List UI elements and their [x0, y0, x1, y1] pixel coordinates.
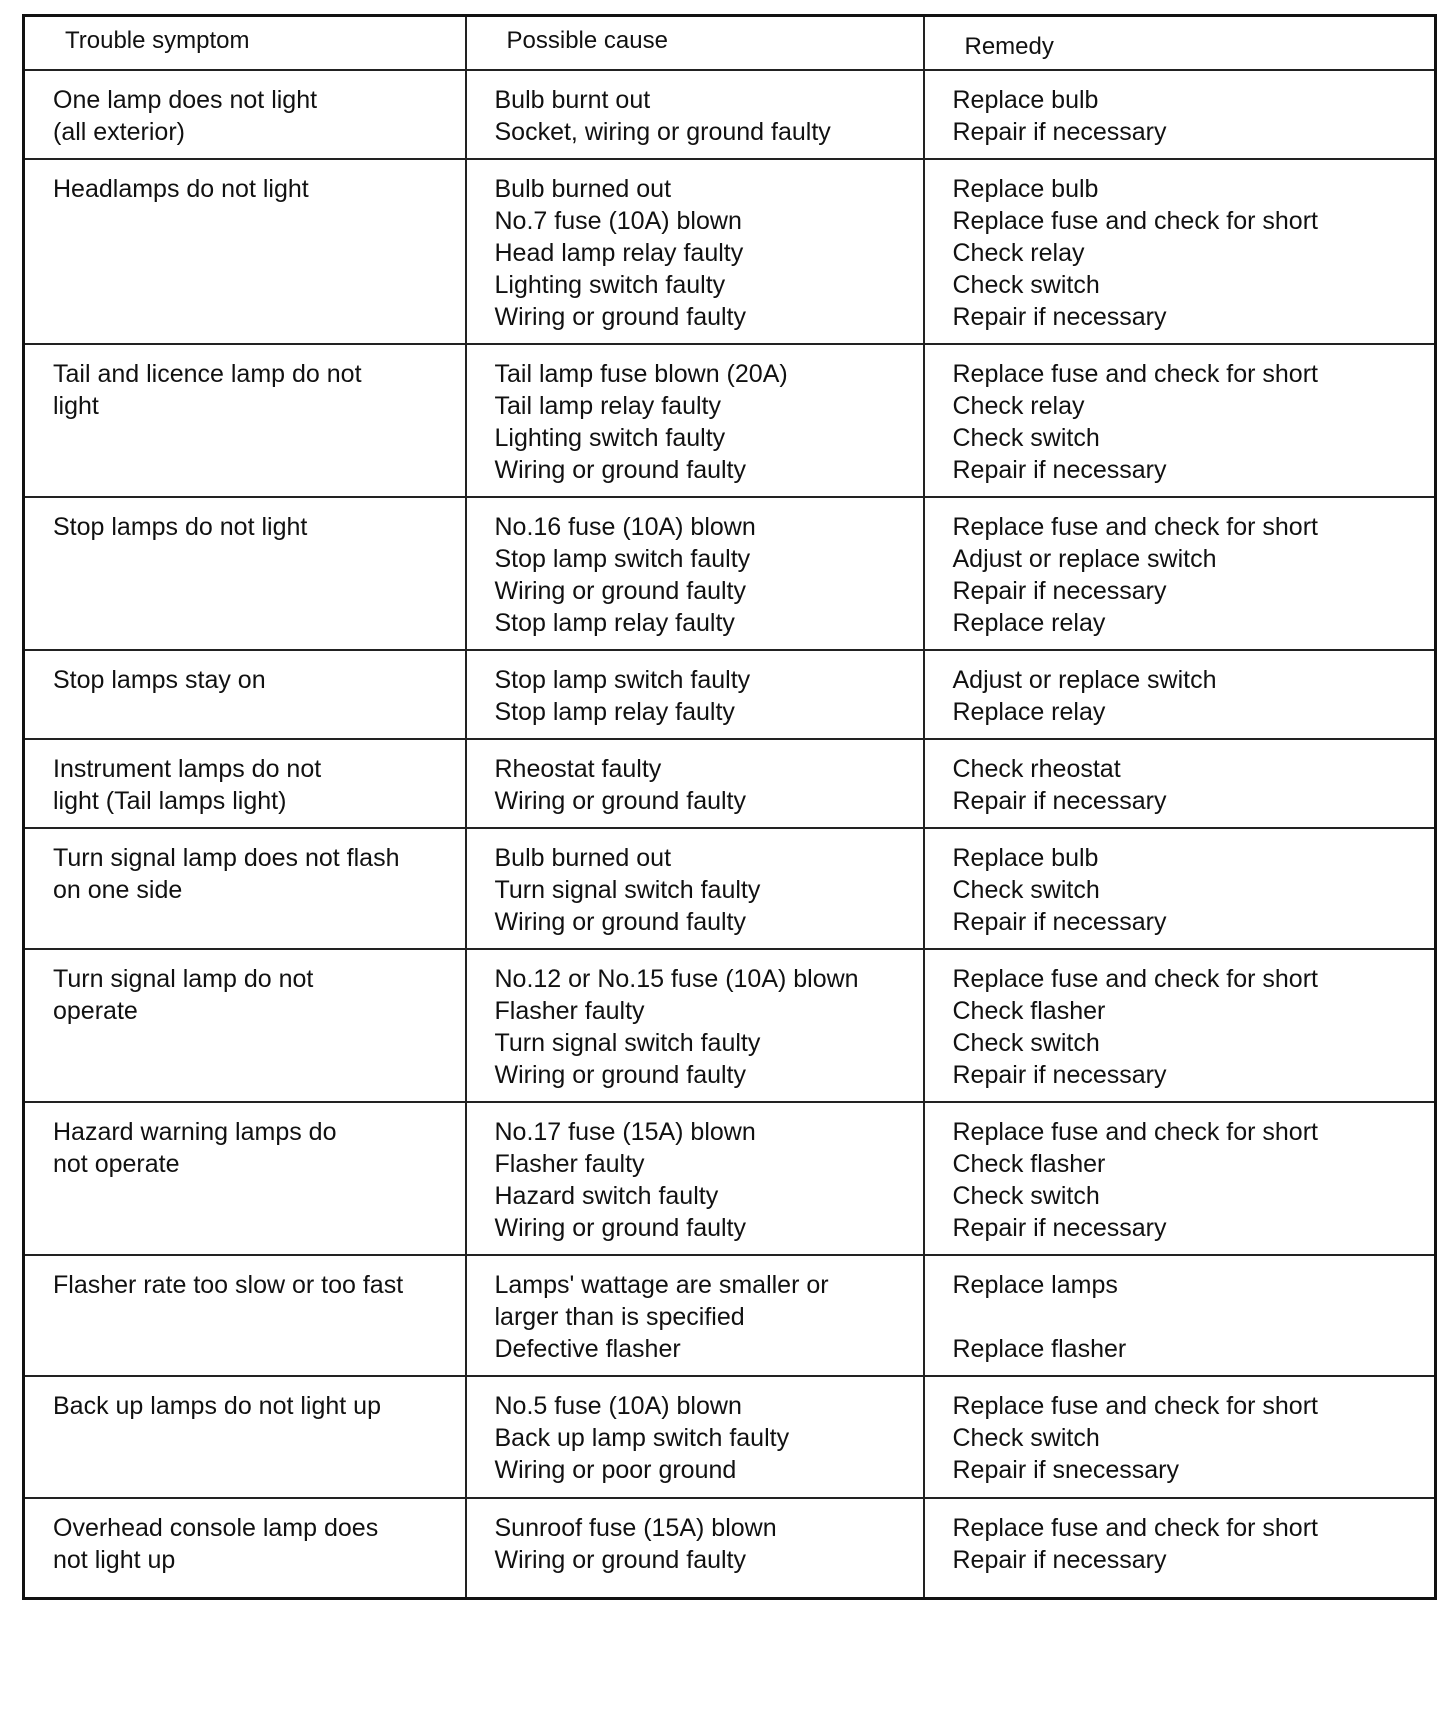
remedy-line: Repair if necessary: [952, 577, 1167, 605]
cause-line: Wiring or ground faulty: [494, 303, 747, 331]
remedy-cell: [924, 1102, 1436, 1255]
remedy-cell: [924, 1498, 1436, 1598]
symptom-cell: [24, 1102, 466, 1255]
symptom-line: Stop lamps stay on: [53, 666, 266, 694]
remedy-line: Check switch: [952, 1424, 1100, 1452]
table-row: [24, 1102, 1436, 1255]
cause-line: Tail lamp fuse blown (20A): [494, 360, 788, 388]
symptom-cell: [24, 739, 466, 828]
remedy-line: Repair if necessary: [952, 303, 1167, 331]
cause-line: Stop lamp switch faulty: [494, 545, 751, 573]
cause-line: Stop lamp relay faulty: [494, 609, 735, 637]
remedy-line: Repair if snecessary: [952, 1456, 1179, 1484]
cause-line: No.12 or No.15 fuse (10A) blown: [494, 965, 859, 993]
symptom-line: Headlamps do not light: [53, 175, 309, 203]
header-remedy: Remedy: [924, 16, 1436, 71]
symptom-cell: [24, 1255, 466, 1376]
cause-cell: [466, 1498, 924, 1598]
symptom-cell: [24, 949, 466, 1102]
symptom-line: Hazard warning lamps do: [53, 1118, 337, 1146]
cause-line: Wiring or poor ground: [494, 1456, 737, 1484]
remedy-line: Check flasher: [952, 997, 1106, 1025]
cause-line: Back up lamp switch faulty: [494, 1424, 790, 1452]
remedy-line: Check relay: [952, 239, 1085, 267]
symptom-line: on one side: [53, 876, 183, 904]
symptom-line: not operate: [53, 1150, 180, 1178]
cause-line: Flasher faulty: [494, 1150, 645, 1178]
cause-cell: [466, 497, 924, 650]
table-header-row: [24, 16, 1436, 71]
symptom-cell: [24, 159, 466, 344]
remedy-line: Replace fuse and check for short: [952, 207, 1318, 235]
symptom-cell: [24, 344, 466, 497]
symptom-line: light (Tail lamps light): [53, 787, 287, 815]
cause-cell: [466, 650, 924, 739]
cause-line: Lighting switch faulty: [494, 424, 726, 452]
cause-line: No.7 fuse (10A) blown: [494, 207, 742, 235]
table-row: [24, 828, 1436, 949]
cause-line: Wiring or ground faulty: [494, 908, 747, 936]
cause-line: Lamps' wattage are smaller or: [494, 1271, 829, 1299]
remedy-cell: [924, 828, 1436, 949]
remedy-line: Repair if necessary: [952, 1546, 1167, 1574]
cause-line: Sunroof fuse (15A) blown: [494, 1514, 777, 1542]
symptom-line: Tail and licence lamp do not: [53, 360, 362, 388]
remedy-line: Replace relay: [952, 698, 1106, 726]
cause-line: Stop lamp relay faulty: [494, 698, 735, 726]
cause-line: Wiring or ground faulty: [494, 787, 747, 815]
remedy-cell: [924, 70, 1436, 159]
remedy-cell: [924, 1376, 1436, 1498]
symptom-cell: [24, 497, 466, 650]
cause-cell: [466, 828, 924, 949]
remedy-line: Replace fuse and check for short: [952, 1118, 1318, 1146]
cause-cell: [466, 70, 924, 159]
remedy-line: Replace lamps: [952, 1271, 1118, 1299]
table-row: [24, 1376, 1436, 1498]
cause-cell: [466, 949, 924, 1102]
remedy-line: Adjust or replace switch: [952, 666, 1217, 694]
remedy-cell: [924, 1255, 1436, 1376]
cause-line: Head lamp relay faulty: [494, 239, 744, 267]
remedy-cell: [924, 739, 1436, 828]
remedy-line: [953, 1301, 1417, 1333]
table-row: [24, 949, 1436, 1102]
table-row: [24, 1498, 1436, 1598]
remedy-line: Replace bulb: [952, 844, 1099, 872]
remedy-line: Repair if necessary: [952, 456, 1167, 484]
cause-line: Turn signal switch faulty: [494, 1029, 761, 1057]
cause-cell: [466, 739, 924, 828]
symptom-cell: [24, 1376, 466, 1498]
cause-line: Tail lamp relay faulty: [494, 392, 721, 420]
cause-line: larger than is specified: [494, 1303, 745, 1331]
cause-line: Stop lamp switch faulty: [494, 666, 751, 694]
remedy-line: Repair if necessary: [952, 1061, 1167, 1089]
cause-line: Wiring or ground faulty: [494, 577, 747, 605]
table-row: [24, 739, 1436, 828]
cause-line: Socket, wiring or ground faulty: [494, 118, 831, 146]
symptom-line: not light up: [53, 1546, 176, 1574]
remedy-line: Replace fuse and check for short: [952, 1514, 1318, 1542]
header-possible-cause: Possible cause: [466, 16, 924, 71]
symptom-line: operate: [53, 997, 138, 1025]
remedy-cell: [924, 949, 1436, 1102]
cause-line: Rheostat faulty: [494, 755, 662, 783]
table-row: [24, 650, 1436, 739]
remedy-line: Repair if necessary: [952, 118, 1167, 146]
symptom-line: Turn signal lamp do not: [53, 965, 314, 993]
cause-line: No.17 fuse (15A) blown: [494, 1118, 756, 1146]
troubleshooting-table: [22, 14, 1437, 1600]
remedy-cell: [924, 497, 1436, 650]
cause-line: Wiring or ground faulty: [494, 1546, 747, 1574]
symptom-cell: [24, 828, 466, 949]
cause-cell: [466, 1255, 924, 1376]
cause-line: Wiring or ground faulty: [494, 1061, 747, 1089]
remedy-line: Repair if necessary: [952, 908, 1167, 936]
remedy-line: Replace fuse and check for short: [952, 1392, 1318, 1420]
cause-cell: [466, 1102, 924, 1255]
symptom-line: One lamp does not light: [53, 86, 318, 114]
symptom-line: (all exterior): [53, 118, 185, 146]
cause-line: Bulb burnt out: [494, 86, 651, 114]
symptom-line: Instrument lamps do not: [53, 755, 322, 783]
remedy-line: Replace fuse and check for short: [952, 965, 1318, 993]
remedy-line: Adjust or replace switch: [952, 545, 1217, 573]
symptom-cell: [24, 70, 466, 159]
table-row: [24, 159, 1436, 344]
cause-line: Wiring or ground faulty: [494, 1214, 747, 1242]
table-row: [24, 497, 1436, 650]
symptom-line: light: [53, 392, 99, 420]
remedy-line: Replace fuse and check for short: [952, 513, 1318, 541]
cause-line: Defective flasher: [494, 1335, 681, 1363]
remedy-line: Replace relay: [952, 609, 1106, 637]
cause-cell: [466, 1376, 924, 1498]
symptom-line: Stop lamps do not light: [53, 513, 308, 541]
remedy-cell: [924, 650, 1436, 739]
remedy-line: Check switch: [952, 876, 1100, 904]
cause-line: No.16 fuse (10A) blown: [494, 513, 756, 541]
remedy-line: Check switch: [952, 1029, 1100, 1057]
remedy-line: Check switch: [952, 1182, 1100, 1210]
header-trouble-symptom: Trouble symptom: [24, 16, 466, 71]
cause-cell: [466, 159, 924, 344]
remedy-line: Check switch: [952, 424, 1100, 452]
remedy-line: Check rheostat: [952, 755, 1121, 783]
table-body: [24, 70, 1436, 1598]
table-row: [24, 344, 1436, 497]
remedy-line: Replace bulb: [952, 175, 1099, 203]
remedy-line: Replace bulb: [952, 86, 1099, 114]
symptom-line: Overhead console lamp does: [53, 1514, 379, 1542]
remedy-line: Check switch: [952, 271, 1100, 299]
symptom-line: Turn signal lamp does not flash: [53, 844, 400, 872]
remedy-line: Replace fuse and check for short: [952, 360, 1318, 388]
remedy-line: Repair if necessary: [952, 1214, 1167, 1242]
cause-line: Flasher faulty: [494, 997, 645, 1025]
cause-line: Turn signal switch faulty: [494, 876, 761, 904]
table-row: [24, 1255, 1436, 1376]
cause-line: Wiring or ground faulty: [494, 456, 747, 484]
symptom-cell: [24, 1498, 466, 1598]
remedy-cell: [924, 159, 1436, 344]
symptom-cell: [24, 650, 466, 739]
cause-line: Hazard switch faulty: [494, 1182, 719, 1210]
cause-line: Bulb burned out: [494, 175, 672, 203]
symptom-line: Flasher rate too slow or too fast: [53, 1271, 404, 1299]
remedy-line: Check relay: [952, 392, 1085, 420]
symptom-line: Back up lamps do not light up: [53, 1392, 381, 1420]
cause-line: Bulb burned out: [494, 844, 672, 872]
table-row: [24, 70, 1436, 159]
remedy-line: Check flasher: [952, 1150, 1106, 1178]
remedy-line: Replace flasher: [952, 1335, 1127, 1363]
cause-cell: [466, 344, 924, 497]
cause-line: Lighting switch faulty: [494, 271, 726, 299]
remedy-line: Repair if necessary: [952, 787, 1167, 815]
remedy-cell: [924, 344, 1436, 497]
cause-line: No.5 fuse (10A) blown: [494, 1392, 742, 1420]
